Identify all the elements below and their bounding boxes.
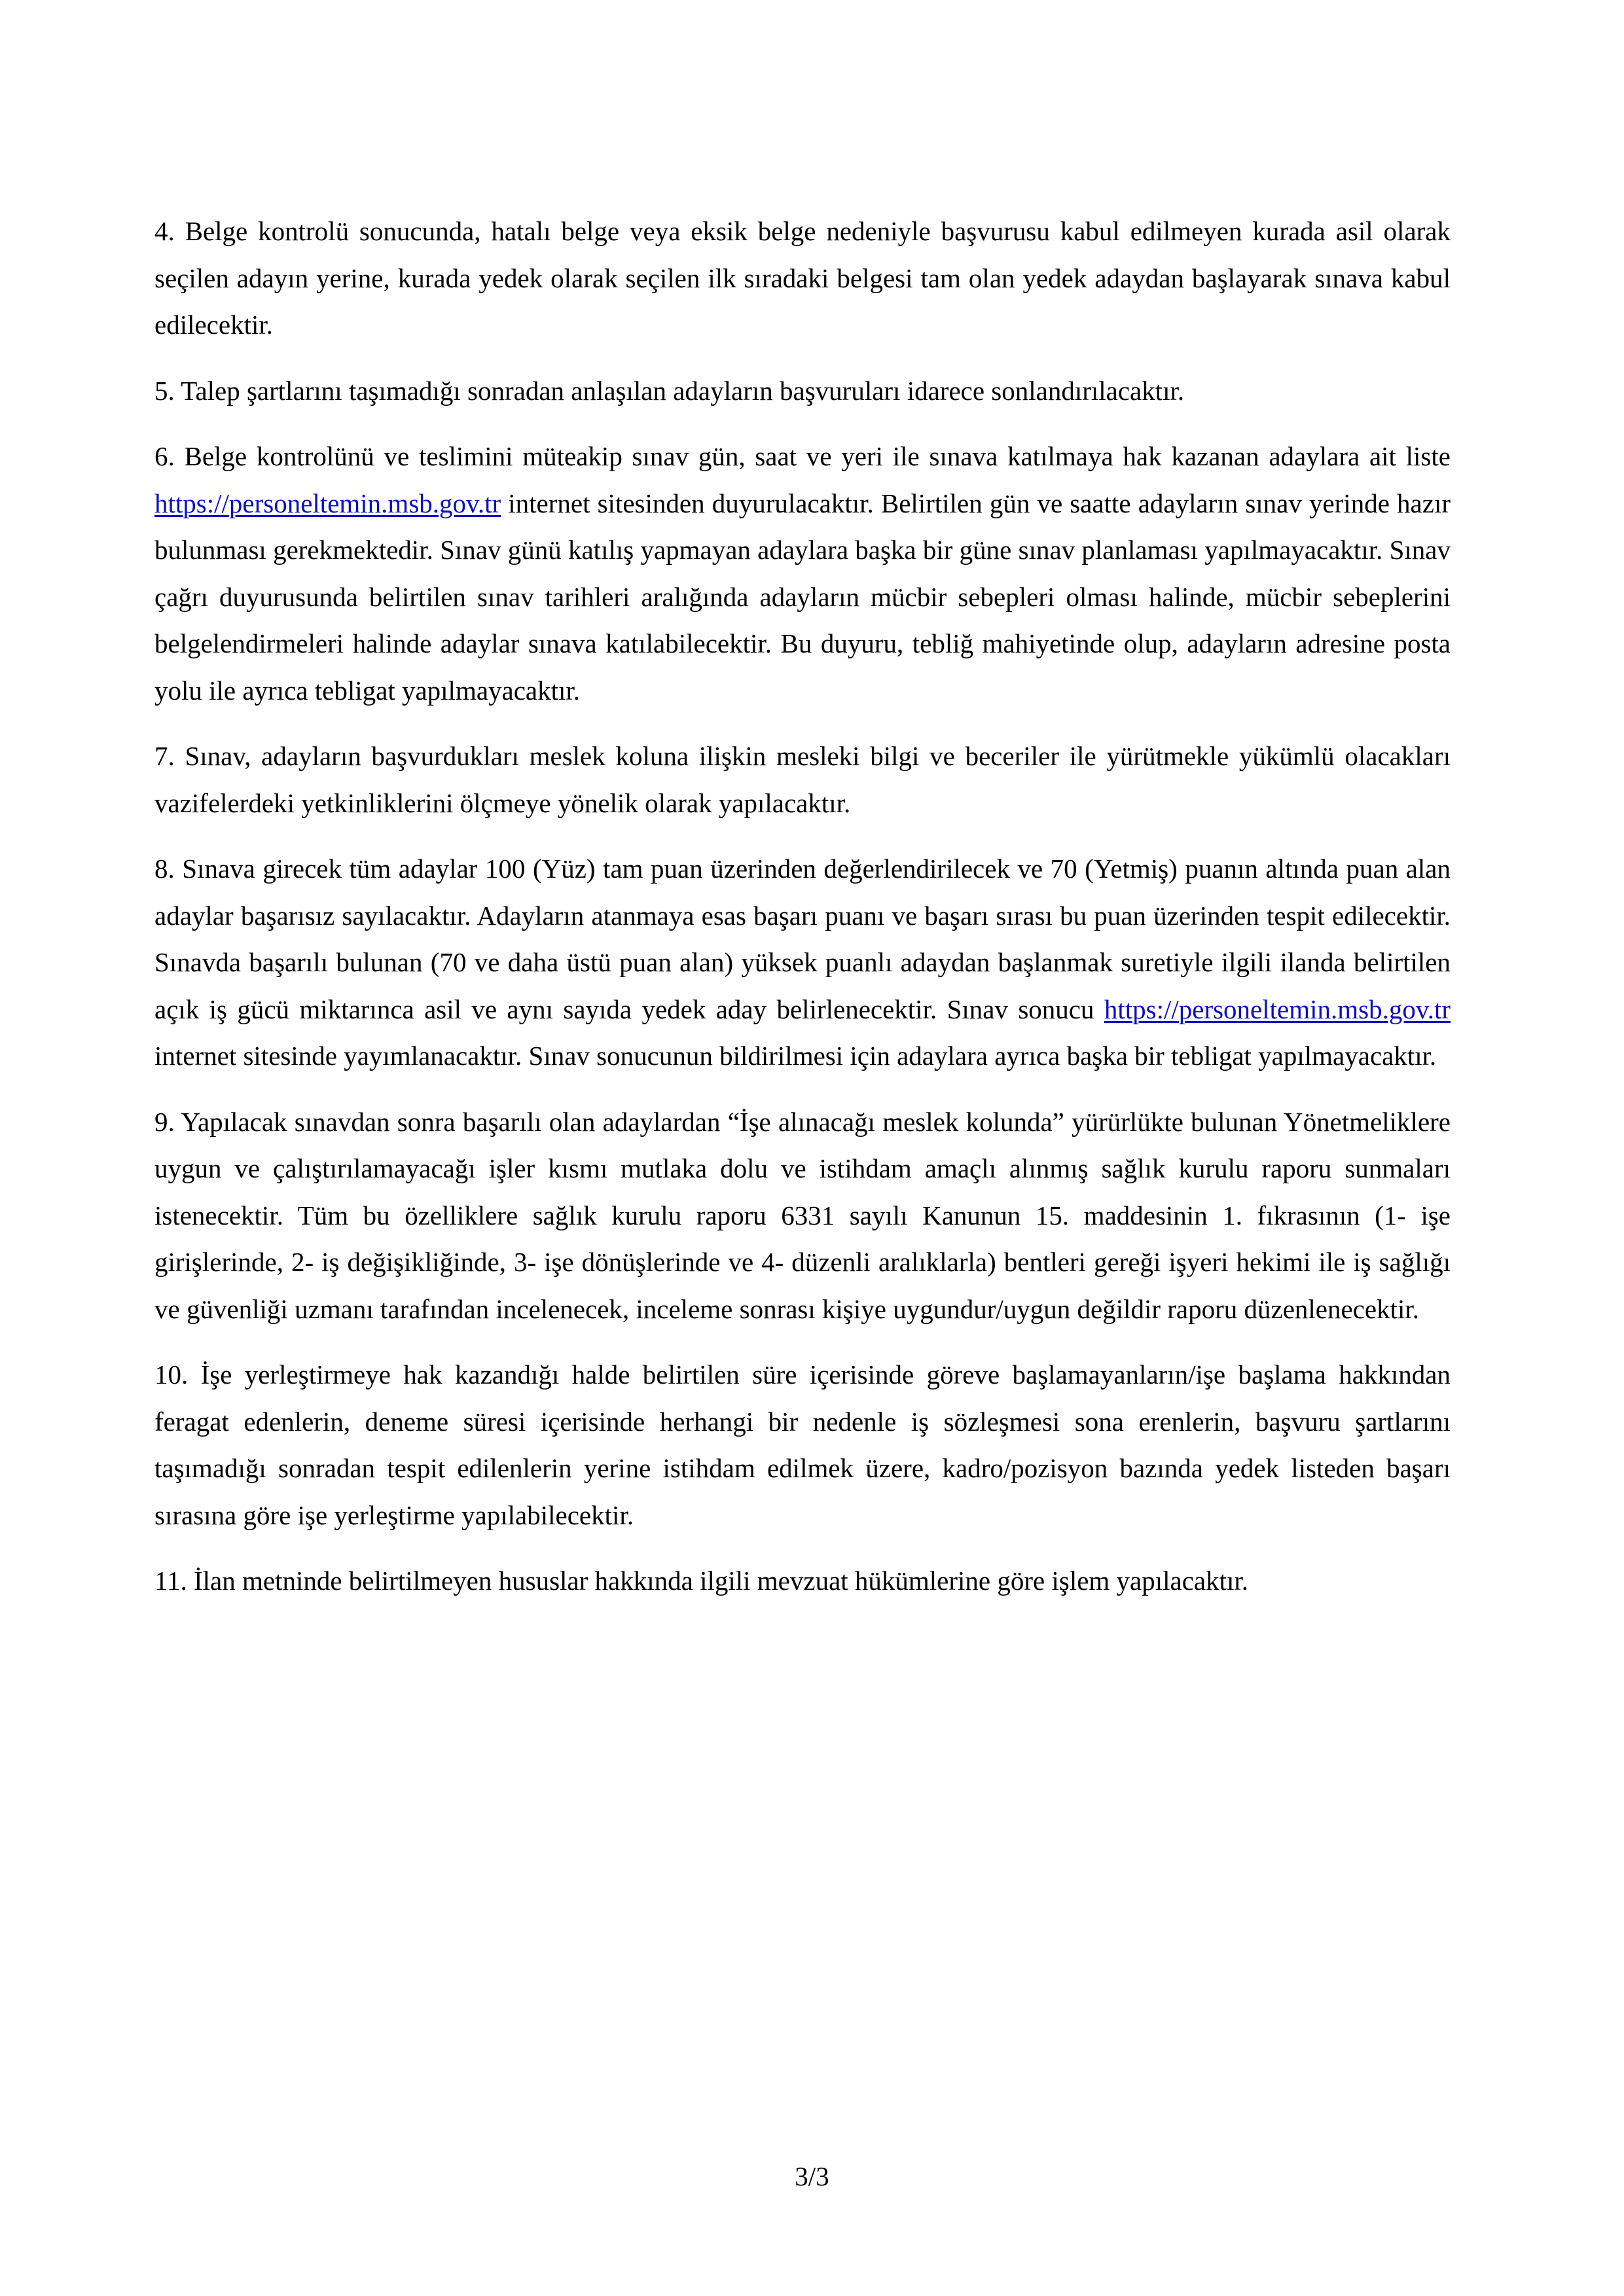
paragraph-text: 8. Sınava girecek tüm adaylar 100 (Yüz) tam puan üzerinden değerlendirilecek ve 70 (Yetmiş) puanın altında puan alan adaylar başarısız sayılacaktır. Adayların atanmaya esas başarı puanı ve başarı sırası bu puan üzerinden tespit edilecektir. Sınavda başarılı bulunan (70 ve daha üstü puan alan) yüksek puanlı adaydan başlanmak suretiyle ilgili ilanda belirtilen açık iş gücü miktarınca asil ve aynı sayıda yedek aday belirlenecektir. Sınav sonucu	[154, 853, 1451, 1024]
paragraph-text: 4. Belge kontrolü sonucunda, hatalı belge veya eksik belge nedeniyle başvurusu kabul edilmeyen kurada asil olarak seçilen adayın yerine, kurada yedek olarak seçilen ilk sıradaki belgesi tam olan yedek adaydan başlayarak sınava kabul edilecektir.	[154, 216, 1451, 340]
paragraph-text: internet sitesinde yayımlanacaktır. Sınav sonucunun bildirilmesi için adaylara ayrıca başka bir tebligat yapılmayacaktır.	[154, 1041, 1437, 1071]
paragraph-text: 7. Sınav, adayların başvurdukları meslek koluna ilişkin mesleki bilgi ve beceriler ile yürütmekle yükümlü olacakları vazifelerdeki yetkinliklerini ölçmeye yönelik olarak yapılacaktır.	[154, 741, 1451, 818]
external-link[interactable]: https://personeltemin.msb.gov.tr	[1104, 994, 1451, 1024]
paragraph-text: 11. İlan metninde belirtilmeyen hususlar hakkında ilgili mevzuat hükümlerine göre işlem yapılacaktır.	[154, 1566, 1249, 1596]
paragraph-6	[154, 433, 1451, 714]
paragraph-8	[154, 846, 1451, 1080]
paragraph-text: 9. Yapılacak sınavdan sonra başarılı olan adaylardan “İşe alınacağı meslek kolunda” yürürlükte bulunan Yönetmeliklere uygun ve çalıştırılamayacağı işler kısmı mutlaka dolu ve istihdam amaçlı alınmış sağlık kurulu raporu sunmaları istenecektir. Tüm bu özelliklere sağlık kurulu raporu 6331 sayılı Kanunun 15. maddesinin 1. fıkrasının (1- işe girişlerinde, 2- iş değişikliğinde, 3- işe dönüşlerinde ve 4- düzenli aralıklarla) bentleri gereği işyeri hekimi ile iş sağlığı ve güvenliği uzmanı tarafından incelenecek, inceleme sonrası kişiye uygundur/uygun değildir raporu düzenlenecektir.	[154, 1106, 1451, 1324]
paragraph-11	[154, 1558, 1451, 1605]
external-link[interactable]: https://personeltemin.msb.gov.tr	[154, 488, 501, 518]
document-body	[154, 208, 1451, 1605]
paragraph-4	[154, 208, 1451, 349]
paragraph-5	[154, 368, 1451, 415]
paragraph-text: internet sitesinden duyurulacaktır. Belirtilen gün ve saatte adayların sınav yerinde hazır bulunması gerekmektedir. Sınav günü katılış yapmayan adaylara başka bir güne sınav planlaması yapılmayacaktır. Sınav çağrı duyurusunda belirtilen sınav tarihleri aralığında adayların mücbir sebepleri olması halinde, mücbir sebeplerini belgelendirmeleri halinde adaylar sınava katılabilecektir. Bu duyuru, tebliğ mahiyetinde olup, adayların adresine posta yolu ile ayrıca tebligat yapılmayacaktır.	[154, 488, 1451, 706]
paragraph-text: 10. İşe yerleştirmeye hak kazandığı halde belirtilen süre içerisinde göreve başlamayanların/işe başlama hakkından feragat edenlerin, deneme süresi içerisinde herhangi bir nedenle iş sözleşmesi sona erenlerin, başvuru şartlarını taşımadığı sonradan tespit edilenlerin yerine istihdam edilmek üzere, kadro/pozisyon bazında yedek listeden başarı sırasına göre işe yerleştirme yapılabilecektir.	[154, 1359, 1451, 1530]
paragraph-text: 6. Belge kontrolünü ve teslimini müteakip sınav gün, saat ve yeri ile sınava katılmaya hak kazanan adaylara ait liste	[154, 441, 1451, 471]
paragraph-10	[154, 1352, 1451, 1539]
paragraph-7	[154, 733, 1451, 827]
paragraph-text: 5. Talep şartlarını taşımadığı sonradan anlaşılan adayların başvuruları idarece sonlandırılacaktır.	[154, 375, 1185, 406]
page-number-footer: 3/3	[795, 2161, 829, 2191]
paragraph-9	[154, 1099, 1451, 1333]
